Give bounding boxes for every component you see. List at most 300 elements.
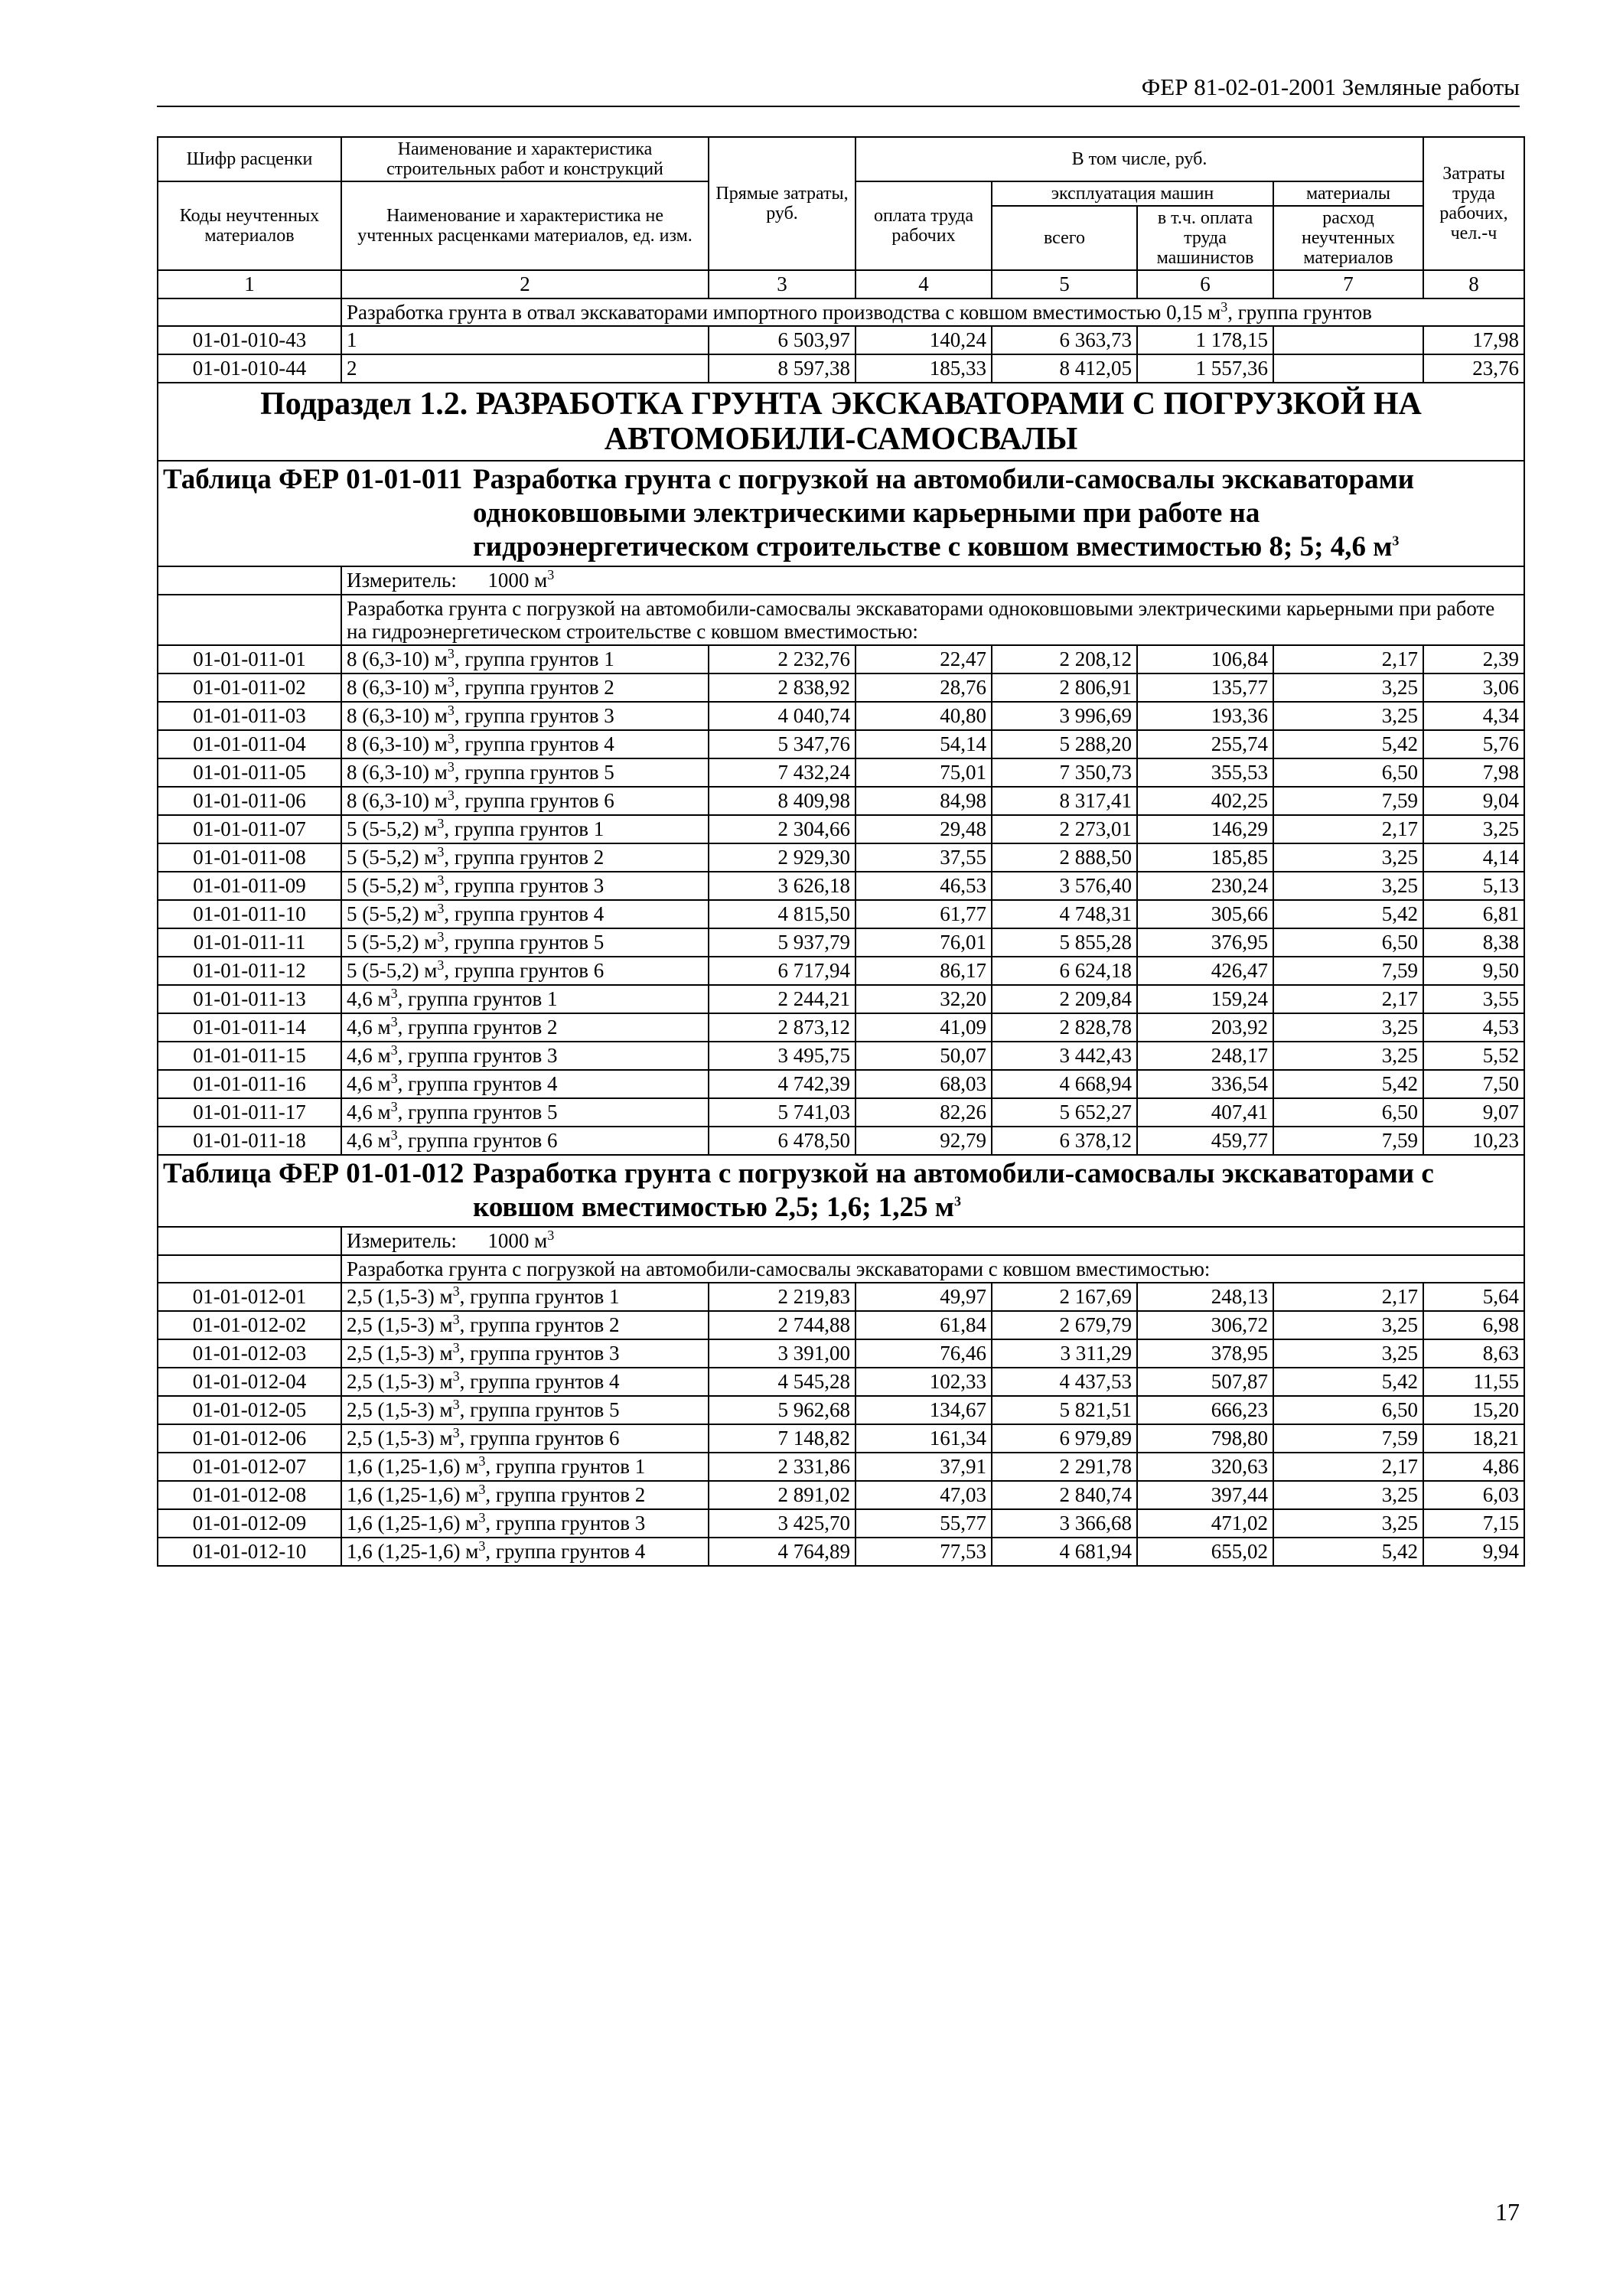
work-name: 2,5 (1,5-3) $м^3$, группа грунтов 4 (341, 1368, 709, 1396)
superscript: 3 (1392, 533, 1400, 549)
machines-total: 8 317,41 (992, 787, 1137, 815)
machines-total: 2 291,78 (992, 1453, 1137, 1481)
superscript: 3 (452, 1283, 460, 1299)
direct-cost: 2 891,02 (709, 1481, 855, 1509)
superscript: 3 (437, 872, 445, 888)
table-row (158, 1339, 1524, 1368)
machines-wages: 146,29 (1137, 815, 1273, 843)
machines-wages: 135,77 (1137, 673, 1273, 702)
running-header: ФЕР 81-02-01-2001 Земляные работы (1141, 73, 1520, 100)
wages: 50,07 (855, 1042, 992, 1070)
materials: 3,25 (1273, 702, 1423, 730)
column-number: 8 (1423, 270, 1524, 298)
materials: 2,17 (1273, 815, 1423, 843)
labor: 9,94 (1423, 1538, 1524, 1566)
direct-cost: 6 503,97 (709, 326, 855, 354)
direct-cost: 5 962,68 (709, 1396, 855, 1424)
machines-total: 3 996,69 (992, 702, 1137, 730)
labor: 17,98 (1423, 326, 1524, 354)
col-name-header: Наименование и характеристика строительных работ и конструкций (341, 137, 709, 181)
materials: 7,59 (1273, 787, 1423, 815)
work-name: 4,6 $м^3$, группа грунтов 4 (341, 1070, 709, 1098)
labor: 8,38 (1423, 928, 1524, 957)
wages: 41,09 (855, 1013, 992, 1042)
direct-cost: 8 409,98 (709, 787, 855, 815)
group-description: Разработка грунта в отвал экскаваторами импортного производства с ковшом вместимостью 0,15 $м^3$, группа грунтов (341, 298, 1524, 326)
table-row (158, 1538, 1524, 1566)
table-row (158, 1424, 1524, 1453)
work-name: 1,6 (1,25-1,6) $м^3$, группа грунтов 3 (341, 1509, 709, 1538)
superscript: 3 (447, 759, 455, 775)
direct-cost: 5 937,79 (709, 928, 855, 957)
table-row (158, 1311, 1524, 1339)
rate-code: 01-01-011-06 (158, 787, 341, 815)
rates-table-body (158, 137, 1524, 1566)
wages: 86,17 (855, 957, 992, 985)
labor: 9,04 (1423, 787, 1524, 815)
materials: 5,42 (1273, 1070, 1423, 1098)
superscript: 3 (390, 1042, 398, 1058)
table-row (158, 787, 1524, 815)
labor: 5,52 (1423, 1042, 1524, 1070)
work-name: 1 (341, 326, 709, 354)
table-title-row (158, 461, 1524, 566)
wages: 47,03 (855, 1481, 992, 1509)
labor: 4,14 (1423, 843, 1524, 872)
superscript: 3 (478, 1482, 486, 1497)
table-row (158, 985, 1524, 1013)
direct-cost: 2 244,21 (709, 985, 855, 1013)
table-row (158, 326, 1524, 354)
direct-cost: 3 425,70 (709, 1509, 855, 1538)
machines-wages: 230,24 (1137, 872, 1273, 900)
machines-wages: 402,25 (1137, 787, 1273, 815)
table-row (158, 1070, 1524, 1098)
wages: 55,77 (855, 1509, 992, 1538)
machines-total: 3 366,68 (992, 1509, 1137, 1538)
direct-cost: 6 478,50 (709, 1127, 855, 1155)
machines-total: 2 840,74 (992, 1481, 1137, 1509)
labor: 5,64 (1423, 1283, 1524, 1311)
table-row (158, 1368, 1524, 1396)
machines-wages: 507,87 (1137, 1368, 1273, 1396)
table-title: Разработка грунта с погрузкой на автомобили-самосвалы экскаваторами с ковшом вместимостью 2,5; 1,6; 1,25 $м^3$ (473, 1158, 1434, 1223)
column-number-row (158, 270, 1524, 298)
superscript: 3 (437, 844, 445, 859)
meter-row (158, 566, 1524, 595)
meter-row (158, 1227, 1524, 1255)
labor: 8,63 (1423, 1339, 1524, 1368)
materials: 5,42 (1273, 1538, 1423, 1566)
machines-wages: 355,53 (1137, 758, 1273, 787)
col-labor-header: Затраты труда рабочих, чел.-ч (1423, 137, 1524, 270)
materials: 3,25 (1273, 843, 1423, 872)
rate-code: 01-01-012-05 (158, 1396, 341, 1424)
rate-code: 01-01-011-09 (158, 872, 341, 900)
rate-code: 01-01-012-06 (158, 1424, 341, 1453)
machines-total: 2 208,12 (992, 645, 1137, 673)
labor: 6,98 (1423, 1311, 1524, 1339)
superscript: 3 (447, 703, 455, 718)
work-name: 4,6 $м^3$, группа грунтов 3 (341, 1042, 709, 1070)
col-code-header: Шифр расценки (158, 137, 341, 181)
rate-code: 01-01-011-16 (158, 1070, 341, 1098)
table-row (158, 1098, 1524, 1127)
labor: 11,55 (1423, 1368, 1524, 1396)
labor: 18,21 (1423, 1424, 1524, 1453)
direct-cost: 8 597,38 (709, 354, 855, 383)
rate-code: 01-01-011-15 (158, 1042, 341, 1070)
superscript: 3 (437, 816, 445, 831)
superscript: 3 (478, 1538, 486, 1554)
superscript: 3 (390, 1099, 398, 1114)
wages: 22,47 (855, 645, 992, 673)
work-name: 4,6 $м^3$, группа грунтов 5 (341, 1098, 709, 1127)
wages: 76,01 (855, 928, 992, 957)
work-name: 1,6 (1,25-1,6) $м^3$, группа грунтов 1 (341, 1453, 709, 1481)
materials: 7,59 (1273, 1127, 1423, 1155)
wages: 140,24 (855, 326, 992, 354)
empty-cell (158, 595, 341, 645)
machines-total: 2 828,78 (992, 1013, 1137, 1042)
direct-cost: 3 626,18 (709, 872, 855, 900)
direct-cost: 7 148,82 (709, 1424, 855, 1453)
direct-cost: 2 744,88 (709, 1311, 855, 1339)
table-row (158, 645, 1524, 673)
direct-cost: 7 432,24 (709, 758, 855, 787)
col-code2-header: Коды неучтенных материалов (158, 181, 341, 270)
superscript: 3 (452, 1368, 460, 1384)
table-title: Разработка грунта с погрузкой на автомобили-самосвалы экскаваторами одноковшовыми электрическими карьерными при работе на гидроэнергетическом строительстве с ковшом вместимостью 8; 5; 4,6 $м^3$ (473, 464, 1415, 563)
rate-code: 01-01-011-03 (158, 702, 341, 730)
col-name2-header: Наименование и характеристика не учтенных расценками материалов, ед. изм. (341, 181, 709, 270)
superscript: 3 (452, 1397, 460, 1412)
machines-total: 5 821,51 (992, 1396, 1137, 1424)
materials: 2,17 (1273, 1283, 1423, 1311)
col-materials-use-header: расход неучтенных материалов (1273, 206, 1423, 270)
wages: 161,34 (855, 1424, 992, 1453)
work-name: 4,6 $м^3$, группа грунтов 1 (341, 985, 709, 1013)
rate-code: 01-01-011-10 (158, 900, 341, 928)
direct-cost: 2 219,83 (709, 1283, 855, 1311)
table-row (158, 872, 1524, 900)
col-machines-wages-header: в т.ч. оплата труда машинистов (1137, 206, 1273, 270)
materials: 2,17 (1273, 985, 1423, 1013)
subsection-row (158, 383, 1524, 461)
work-name: 2 (341, 354, 709, 383)
rate-code: 01-01-010-44 (158, 354, 341, 383)
superscript: 3 (452, 1340, 460, 1355)
column-number: 1 (158, 270, 341, 298)
work-name: 2,5 (1,5-3) $м^3$, группа грунтов 3 (341, 1339, 709, 1368)
rate-code: 01-01-011-04 (158, 730, 341, 758)
materials: 7,59 (1273, 1424, 1423, 1453)
labor: 3,55 (1423, 985, 1524, 1013)
work-name: 4,6 $м^3$, группа грунтов 6 (341, 1127, 709, 1155)
materials (1273, 354, 1423, 383)
rate-code: 01-01-012-07 (158, 1453, 341, 1481)
direct-cost: 2 232,76 (709, 645, 855, 673)
meter: Измеритель: 1000 $м^3$ (341, 566, 1524, 595)
column-number: 4 (855, 270, 992, 298)
machines-wages: 336,54 (1137, 1070, 1273, 1098)
work-name: 8 (6,3-10) $м^3$, группа грунтов 4 (341, 730, 709, 758)
labor: 2,39 (1423, 645, 1524, 673)
superscript: 3 (390, 1014, 398, 1029)
materials: 6,50 (1273, 758, 1423, 787)
rate-code: 01-01-011-12 (158, 957, 341, 985)
description-row (158, 595, 1524, 645)
rate-code: 01-01-012-09 (158, 1509, 341, 1538)
machines-wages: 306,72 (1137, 1311, 1273, 1339)
table-row (158, 1127, 1524, 1155)
rate-code: 01-01-012-04 (158, 1368, 341, 1396)
column-number: 5 (992, 270, 1137, 298)
superscript: 3 (390, 1127, 398, 1143)
machines-wages: 378,95 (1137, 1339, 1273, 1368)
work-name: 5 (5-5,2) $м^3$, группа грунтов 5 (341, 928, 709, 957)
work-name: 5 (5-5,2) $м^3$, группа грунтов 4 (341, 900, 709, 928)
wages: 54,14 (855, 730, 992, 758)
col-machines-header: эксплуатация машин (992, 181, 1273, 206)
direct-cost: 2 838,92 (709, 673, 855, 702)
machines-wages: 305,66 (1137, 900, 1273, 928)
machines-wages: 159,24 (1137, 985, 1273, 1013)
table-row (158, 1509, 1524, 1538)
wages: 61,77 (855, 900, 992, 928)
table-row (158, 957, 1524, 985)
materials: 5,42 (1273, 900, 1423, 928)
subsection-title: Подраздел 1.2. РАЗРАБОТКА ГРУНТА ЭКСКАВАТОРАМИ С ПОГРУЗКОЙ НА АВТОМОБИЛИ-САМОСВАЛЫ (158, 383, 1524, 461)
work-name: 2,5 (1,5-3) $м^3$, группа грунтов 1 (341, 1283, 709, 1311)
rate-code: 01-01-011-05 (158, 758, 341, 787)
materials (1273, 326, 1423, 354)
table-row (158, 673, 1524, 702)
labor: 7,15 (1423, 1509, 1524, 1538)
superscript: 3 (447, 788, 455, 803)
work-name: 2,5 (1,5-3) $м^3$, группа грунтов 2 (341, 1311, 709, 1339)
materials: 3,25 (1273, 872, 1423, 900)
labor: 4,34 (1423, 702, 1524, 730)
work-name: 5 (5-5,2) $м^3$, группа грунтов 6 (341, 957, 709, 985)
table-title-row (158, 1155, 1524, 1227)
direct-cost: 4 815,50 (709, 900, 855, 928)
empty-cell (158, 566, 341, 595)
labor: 5,13 (1423, 872, 1524, 900)
group-description: Разработка грунта с погрузкой на автомобили-самосвалы экскаваторами с ковшом вместимостью: (341, 1255, 1524, 1283)
direct-cost: 2 331,86 (709, 1453, 855, 1481)
wages: 49,97 (855, 1283, 992, 1311)
direct-cost: 4 742,39 (709, 1070, 855, 1098)
superscript: 3 (547, 1228, 555, 1243)
work-name: 2,5 (1,5-3) $м^3$, группа грунтов 5 (341, 1396, 709, 1424)
labor: 3,06 (1423, 673, 1524, 702)
superscript: 3 (447, 646, 455, 661)
table-id: Таблица ФЕР 01-01-012 (163, 1158, 464, 1189)
machines-total: 2 167,69 (992, 1283, 1137, 1311)
table-row (158, 815, 1524, 843)
work-name: 5 (5-5,2) $м^3$, группа грунтов 1 (341, 815, 709, 843)
labor: 7,50 (1423, 1070, 1524, 1098)
materials: 6,50 (1273, 928, 1423, 957)
column-number: 3 (709, 270, 855, 298)
direct-cost: 5 347,76 (709, 730, 855, 758)
machines-wages: 193,36 (1137, 702, 1273, 730)
col-materials-header: материалы (1273, 181, 1423, 206)
labor: 23,76 (1423, 354, 1524, 383)
machines-wages: 320,63 (1137, 1453, 1273, 1481)
wages: 32,20 (855, 985, 992, 1013)
machines-wages: 459,77 (1137, 1127, 1273, 1155)
rate-code: 01-01-012-02 (158, 1311, 341, 1339)
table-id-cell (158, 1155, 1524, 1227)
work-name: 1,6 (1,25-1,6) $м^3$, группа грунтов 4 (341, 1538, 709, 1566)
work-name: 8 (6,3-10) $м^3$, группа грунтов 5 (341, 758, 709, 787)
page-number: 17 (1495, 2198, 1520, 2226)
wages: 84,98 (855, 787, 992, 815)
rates-table (157, 136, 1525, 1567)
machines-total: 6 624,18 (992, 957, 1137, 985)
materials: 7,59 (1273, 957, 1423, 985)
direct-cost: 4 764,89 (709, 1538, 855, 1566)
labor: 6,81 (1423, 900, 1524, 928)
superscript: 3 (447, 731, 455, 746)
machines-wages: 106,84 (1137, 645, 1273, 673)
superscript: 3 (478, 1453, 486, 1469)
work-name: 1,6 (1,25-1,6) $м^3$, группа грунтов 2 (341, 1481, 709, 1509)
table-row (158, 730, 1524, 758)
machines-total: 4 437,53 (992, 1368, 1137, 1396)
machines-wages: 185,85 (1137, 843, 1273, 872)
materials: 5,42 (1273, 730, 1423, 758)
machines-wages: 248,17 (1137, 1042, 1273, 1070)
direct-cost: 6 717,94 (709, 957, 855, 985)
machines-total: 7 350,73 (992, 758, 1137, 787)
table-row (158, 758, 1524, 787)
machines-wages: 471,02 (1137, 1509, 1273, 1538)
table-id-cell (158, 461, 1524, 566)
column-number: 7 (1273, 270, 1423, 298)
table-row (158, 354, 1524, 383)
machines-total: 3 442,43 (992, 1042, 1137, 1070)
labor: 15,20 (1423, 1396, 1524, 1424)
labor: 4,86 (1423, 1453, 1524, 1481)
machines-wages: 407,41 (1137, 1098, 1273, 1127)
work-name: 5 (5-5,2) $м^3$, группа грунтов 3 (341, 872, 709, 900)
superscript: 3 (437, 901, 445, 916)
superscript: 3 (437, 929, 445, 944)
machines-wages: 1 178,15 (1137, 326, 1273, 354)
machines-wages: 798,80 (1137, 1424, 1273, 1453)
labor: 9,07 (1423, 1098, 1524, 1127)
wages: 82,26 (855, 1098, 992, 1127)
labor: 7,98 (1423, 758, 1524, 787)
machines-total: 4 681,94 (992, 1538, 1137, 1566)
materials: 3,25 (1273, 1013, 1423, 1042)
materials: 6,50 (1273, 1396, 1423, 1424)
direct-cost: 4 040,74 (709, 702, 855, 730)
superscript: 3 (447, 674, 455, 690)
machines-total: 2 679,79 (992, 1311, 1137, 1339)
machines-total: 2 806,91 (992, 673, 1137, 702)
labor: 10,23 (1423, 1127, 1524, 1155)
rate-code: 01-01-011-01 (158, 645, 341, 673)
materials: 3,25 (1273, 1509, 1423, 1538)
materials: 2,17 (1273, 645, 1423, 673)
machines-wages: 203,92 (1137, 1013, 1273, 1042)
machines-wages: 255,74 (1137, 730, 1273, 758)
rate-code: 01-01-011-07 (158, 815, 341, 843)
header-rule (157, 106, 1520, 107)
wages: 28,76 (855, 673, 992, 702)
machines-total: 6 979,89 (992, 1424, 1137, 1453)
machines-total: 2 209,84 (992, 985, 1137, 1013)
header-row-1 (158, 137, 1524, 181)
materials: 3,25 (1273, 1311, 1423, 1339)
direct-cost: 2 873,12 (709, 1013, 855, 1042)
labor: 3,25 (1423, 815, 1524, 843)
wages: 134,67 (855, 1396, 992, 1424)
machines-total: 5 288,20 (992, 730, 1137, 758)
superscript: 3 (547, 567, 555, 582)
rate-code: 01-01-011-02 (158, 673, 341, 702)
work-name: 8 (6,3-10) $м^3$, группа грунтов 2 (341, 673, 709, 702)
machines-total: 2 888,50 (992, 843, 1137, 872)
superscript: 3 (452, 1425, 460, 1440)
empty-cell (158, 1255, 341, 1283)
materials: 5,42 (1273, 1368, 1423, 1396)
meter: Измеритель: 1000 $м^3$ (341, 1227, 1524, 1255)
wages: 185,33 (855, 354, 992, 383)
table-id: Таблица ФЕР 01-01-011 (163, 464, 463, 495)
work-name: 8 (6,3-10) $м^3$, группа грунтов 1 (341, 645, 709, 673)
rate-code: 01-01-012-03 (158, 1339, 341, 1368)
wages: 77,53 (855, 1538, 992, 1566)
table-row (158, 900, 1524, 928)
machines-total: 6 363,73 (992, 326, 1137, 354)
description-row (158, 298, 1524, 326)
machines-total: 5 652,27 (992, 1098, 1137, 1127)
machines-total: 8 412,05 (992, 354, 1137, 383)
materials: 3,25 (1273, 1481, 1423, 1509)
materials: 3,25 (1273, 1339, 1423, 1368)
table-row (158, 1396, 1524, 1424)
direct-cost: 2 304,66 (709, 815, 855, 843)
empty-cell (158, 1227, 341, 1255)
machines-total: 3 311,29 (992, 1339, 1137, 1368)
wages: 75,01 (855, 758, 992, 787)
superscript: 3 (452, 1312, 460, 1327)
column-number: 6 (1137, 270, 1273, 298)
materials: 3,25 (1273, 673, 1423, 702)
direct-cost: 3 391,00 (709, 1339, 855, 1368)
machines-wages: 397,44 (1137, 1481, 1273, 1509)
machines-total: 6 378,12 (992, 1127, 1137, 1155)
materials: 3,25 (1273, 1042, 1423, 1070)
direct-cost: 4 545,28 (709, 1368, 855, 1396)
machines-total: 3 576,40 (992, 872, 1137, 900)
table-row (158, 1013, 1524, 1042)
labor: 6,03 (1423, 1481, 1524, 1509)
work-name: 8 (6,3-10) $м^3$, группа грунтов 3 (341, 702, 709, 730)
table-row (158, 1042, 1524, 1070)
wages: 37,91 (855, 1453, 992, 1481)
superscript: 3 (953, 1193, 961, 1209)
table-row (158, 1283, 1524, 1311)
rate-code: 01-01-012-01 (158, 1283, 341, 1311)
machines-total: 4 748,31 (992, 900, 1137, 928)
rate-code: 01-01-011-14 (158, 1013, 341, 1042)
